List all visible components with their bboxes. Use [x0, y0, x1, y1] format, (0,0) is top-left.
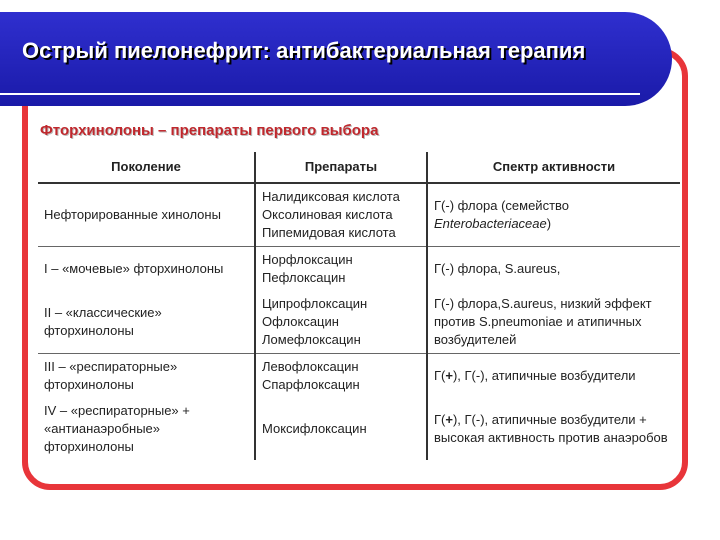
- slide-subtitle: Фторхинолоны – препараты первого выбора: [40, 122, 379, 139]
- spectrum-text: ), Г(-), атипичные возбудители + высокая активность против анаэробов: [434, 412, 668, 445]
- spectrum-text-close: ): [546, 216, 552, 231]
- drug-name: Ломефлоксацин: [262, 332, 361, 347]
- generation-cell: I – «мочевые» фторхинолоны: [44, 261, 224, 276]
- generation-cell: Нефторированные хинолоны: [38, 183, 255, 247]
- drug-name: Норфлоксацин: [262, 252, 353, 267]
- spectrum-text: Г(-) флора (семейство: [434, 198, 570, 213]
- table-row: [38, 247, 680, 292]
- fluoroquinolone-table: [38, 152, 680, 460]
- table-header-row: [38, 152, 680, 183]
- title-underline: [0, 93, 640, 95]
- drug-name: Пипемидовая кислота: [262, 225, 396, 240]
- drug-name: Левофлоксацин: [262, 359, 359, 374]
- spectrum-text: ), Г(-), атипичные возбудители: [452, 368, 636, 383]
- header-spectrum: Спектр активности: [427, 152, 680, 183]
- header-drugs: Препараты: [255, 152, 427, 183]
- drug-name: Ципрофлоксацин: [262, 296, 368, 311]
- drugs-cell: [255, 247, 427, 292]
- drug-name: Моксифлоксацин: [262, 421, 367, 436]
- drug-name: Оксолиновая кислота: [262, 207, 393, 222]
- spectrum-cell: [427, 398, 680, 460]
- drugs-cell: [255, 291, 427, 354]
- drug-name: Офлоксацин: [262, 314, 339, 329]
- generation-cell: II – «классические» фторхинолоны: [38, 291, 255, 354]
- table-row: [38, 183, 680, 247]
- spectrum-family-italic: Enterobacteriaceae: [434, 216, 547, 231]
- drugs-cell: [255, 183, 427, 247]
- spectrum-text: Г(: [434, 412, 446, 427]
- drug-name: Пефлоксацин: [262, 270, 346, 285]
- generation-cell: III – «респираторные» фторхинолоны: [44, 359, 178, 392]
- spectrum-cell: [427, 183, 680, 247]
- generation-cell: IV – «респираторные» + «антианаэробные» фторхинолоны: [44, 403, 190, 454]
- spectrum-plus: +: [445, 412, 453, 427]
- header-generation: Поколение: [38, 152, 255, 183]
- spectrum-cell: Г(-) флора,S.aureus, низкий эффект против S.pneumoniae и атипичных возбудителей: [427, 291, 680, 354]
- slide-title: Острый пиелонефрит: антибактериальная терапия: [22, 38, 586, 63]
- table-row: [38, 354, 680, 399]
- spectrum-plus: +: [445, 368, 453, 383]
- table-row: [38, 291, 680, 354]
- spectrum-text: Г(: [434, 368, 446, 383]
- drugs-cell: [255, 398, 427, 460]
- drugs-cell: [255, 354, 427, 399]
- spectrum-cell: [427, 354, 680, 399]
- table-row: [38, 398, 680, 460]
- spectrum-cell: Г(-) флора, S.aureus,: [427, 247, 680, 292]
- drug-name: Спарфлоксацин: [262, 377, 360, 392]
- drug-name: Налидиксовая кислота: [262, 189, 400, 204]
